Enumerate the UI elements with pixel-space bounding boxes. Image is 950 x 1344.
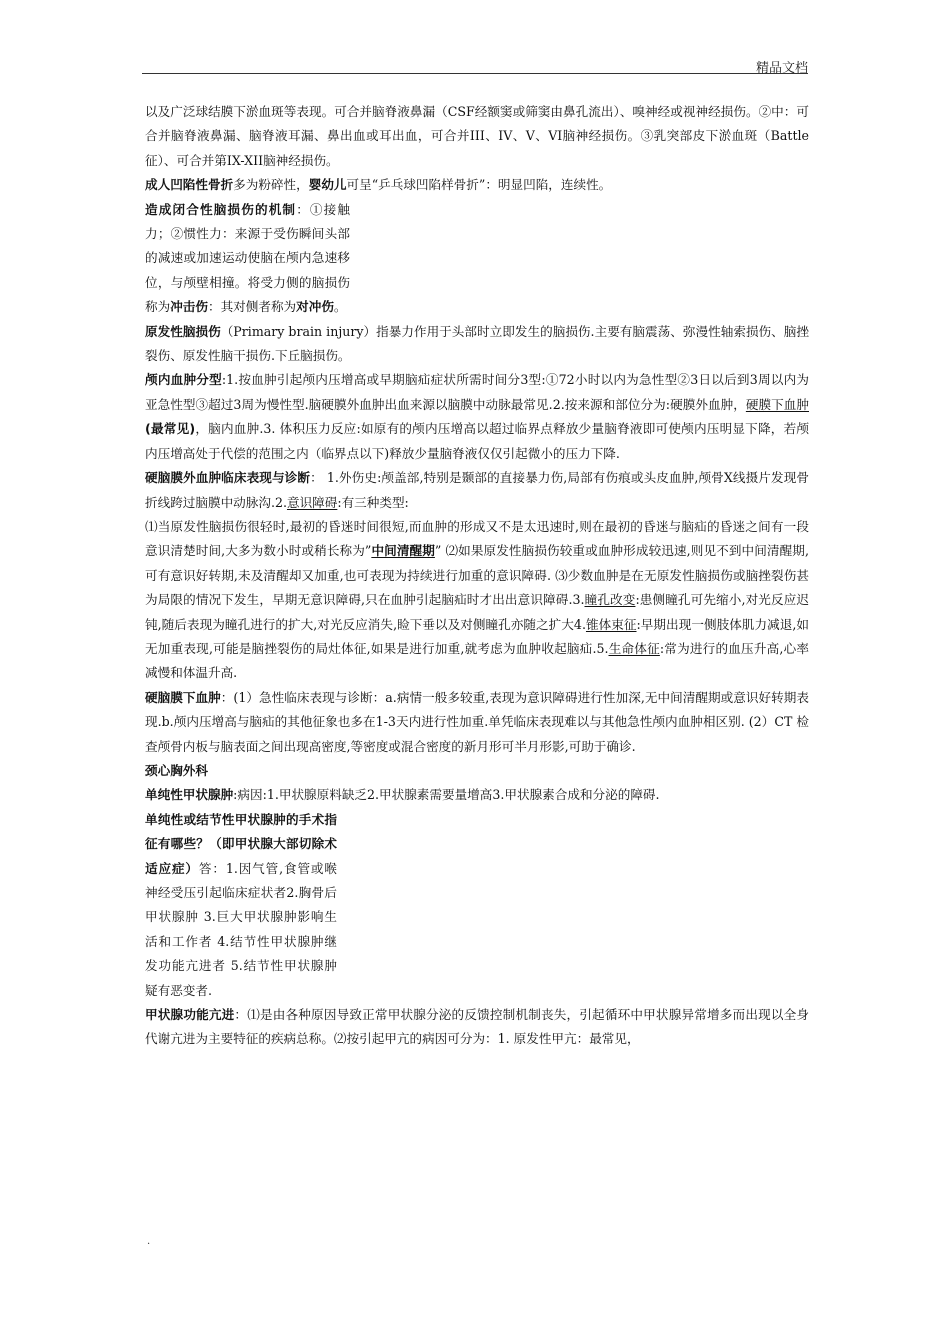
paragraph-consciousness-types: [145, 515, 809, 686]
section-heading-neck-thoracic-surgery: [145, 759, 809, 783]
text-span: ，脑内血肿.3. 体积压力反应:如原有的颅内压增高以超过临界点释放少量脑脊液即可使颅内压明显下降，若颅内压增高处于代偿的范围之内（临界点以下)释放少量脑脊液仅仅引起微小的压力下降.: [145, 421, 810, 461]
text-span: :有三种类型:: [337, 494, 409, 510]
term-infant: 婴幼儿: [308, 177, 347, 193]
text-span: 可呈“乒乓球凹陷样骨折”：明显凹陷，连续性。: [346, 177, 612, 193]
text-span: 。: [333, 299, 347, 315]
term-primary-brain-injury: 原发性脑损伤: [145, 323, 221, 339]
term-vital-signs: 生命体征: [608, 640, 660, 656]
paragraph-primary-brain-injury: [145, 320, 809, 369]
footer-mark: .: [147, 1236, 151, 1247]
text-span: ：其对侧者称为: [207, 299, 297, 315]
page-header-label: 精品文档: [755, 61, 808, 76]
paragraph-subdural-hematoma: [145, 686, 809, 759]
text-span: :患侧瞳孔可先缩小,对光反应迟钝,随后表现为瞳孔进行的扩大,对光反应消失,睑下垂以及对侧瞳孔亦随之扩大4.: [145, 592, 810, 632]
text-span: ” ⑵如果原发性脑损伤较重或血肿形成较迅速,则见不到中间清醒期,可有意识好转期,未及清醒却又加重,也可表现为持续进行加重的意识障碍. ⑶少数血肿是在无原发性脑损伤或脑挫裂伤甚为局限的情况下发生，早期无意识障碍,只在血肿引起脑疝时才出出意识障碍.3.: [145, 543, 809, 608]
paragraph-skull-base-fracture: 以及广泛球结膜下淤血斑等表现。可合并脑脊液鼻漏（CSF经额窦或筛窦由鼻孔流出）、嗅神经或视神经损伤。②中：可合并脑脊液鼻漏、脑脊液耳漏、鼻出血或耳出血，可合并III、IV、V、VI脑神经损伤。③乳突部皮下淤血斑（Battle征）、可合并第IX-XII脑神经损伤。: [145, 104, 809, 168]
text-span: ：(1）急性临床表现与诊断：a.病情一般多较重,表现为意识障碍进行性加深,无中间清醒期或意识好转期表现.b.颅内压增高与脑疝的其他征象也多在1-3天内进行性加重.单凭临床表现难以与其他急性颅内血肿相区别. (2）CT 检查颅骨内板与脑表面之间出现高密度,等密度或混合密度的新月形可半月形影,可助于确诊.: [145, 689, 809, 754]
paragraph-injury-mechanism: [145, 198, 350, 320]
term-most-common: (最常见): [145, 421, 196, 437]
term-coup-injury: 冲击伤: [170, 299, 208, 315]
text-span: :早期出现一侧肢体肌力减退,如无加重表现,可能是脑挫裂伤的局灶体征,如果是进行加重,就考虑为血肿收起脑疝.5.: [145, 616, 809, 656]
text-span: ：⑴是由各种原因导致正常甲状腺分泌的反馈控制机制丧失，引起循环中甲状腺异常增多而出现以全身代谢亢进为主要特征的疾病总称。⑵按引起甲亢的病因可分为：1. 原发性甲亢：最常见，: [145, 1007, 810, 1047]
term-epidural-hematoma-diagnosis: 硬脑膜外血肿临床表现与诊断: [145, 470, 311, 486]
term-subdural-hematoma: 硬膜下血肿: [745, 396, 809, 412]
paragraph-hyperthyroidism: [145, 1003, 809, 1052]
paragraph-depressed-fracture: [145, 173, 809, 197]
text-span: :常为进行的血压升高,心率减慢和体温升高.: [145, 640, 809, 681]
term-hyperthyroidism: 甲状腺功能亢进: [145, 1007, 235, 1023]
text-span: 多为粉碎性，: [233, 177, 309, 193]
term-intracranial-hematoma-types: 颅内血肿分型: [145, 372, 222, 388]
term-subdural-hematoma-heading: 硬脑膜下血肿: [145, 689, 221, 705]
paragraph-hematoma-types: [145, 368, 809, 466]
header-divider: [142, 73, 808, 74]
term-consciousness-disorder: 意识障碍: [286, 494, 338, 510]
text-span: ： 1.外伤史:颅盖部,特别是颞部的直接暴力伤,局部有伤痕或头皮血肿,颅骨X线摄片发现骨折线跨过脑膜中动脉沟.2.: [145, 470, 809, 510]
term-simple-goiter: 单纯性甲状腺肿: [145, 787, 234, 803]
text-span: ⑴当原发性脑损伤很轻时,最初的昏迷时间很短,而血肿的形成又不是太迅速时,则在最初的昏迷与脑疝的昏迷之间有一段意识清楚时间,大多为数小时或稍长称为”: [145, 518, 809, 559]
paragraph-goiter-surgery-indications: [145, 808, 337, 1003]
text-span: ：①接触力；②惯性力：来源于受伤瞬间头部的减速或加速运动使脑在颅内急速移位，与颅壁相撞。将受力侧的脑损伤称为: [145, 201, 351, 315]
term-closed-brain-injury-mechanism: 造成闭合性脑损伤的机制: [145, 201, 297, 217]
term-pyramidal-sign: 锥体束征: [585, 616, 637, 632]
term-section-title: 颈心胸外科: [145, 762, 208, 778]
text-span: （Primary brain injury）指暴力作用于头部时立即发生的脑损伤.主要有脑震荡、弥漫性轴索损伤、脑挫裂伤、原发性脑干损伤.下丘脑损伤。: [145, 323, 809, 364]
term-lucid-interval: 中间清醒期: [371, 543, 435, 559]
document-body: [145, 100, 809, 1052]
text-span: :1.按血肿引起颅内压增高或早期脑疝症状所需时间分3型:①72小时以内为急性型②3日以后到3周以内为亚急性型③超过3周为慢性型.脑硬膜外血肿出血来源以脑膜中动脉最常见.2.按来源和部位分为:硬膜外血肿，: [145, 372, 810, 412]
term-adult-depressed-fracture: 成人凹陷性骨折: [145, 177, 234, 193]
term-contrecoup-injury: 对冲伤: [296, 299, 334, 315]
text-span: :病因:1.甲状腺原料缺乏2.甲状腺素需要量增高3.甲状腺素合成和分泌的障碍.: [233, 787, 660, 803]
term-pupil-change: 瞳孔改变: [584, 592, 636, 608]
paragraph-simple-goiter: [145, 783, 809, 807]
text-span: 答：1.因气管,食管或喉神经受压引起临床症状者2.胸骨后甲状腺肿 3.巨大甲状腺肿影响生活和工作者 4.结节性甲状腺肿继发功能亢进者 5.结节性甲状腺肿疑有恶变者.: [145, 860, 337, 998]
paragraph-epidural-diagnosis: [145, 466, 809, 515]
term-surgery-indications-question: 单纯性或结节性甲状腺肿的手术指征有哪些？（即甲状腺大部切除术适应症）: [145, 811, 337, 876]
